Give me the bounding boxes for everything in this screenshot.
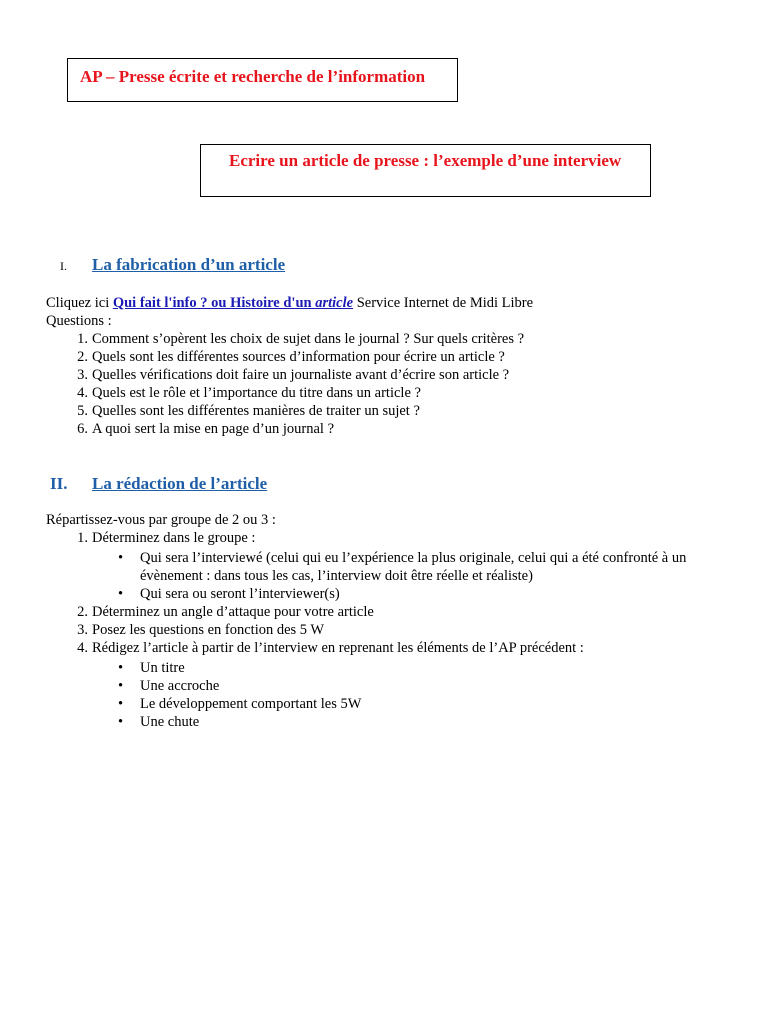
section-2-title: La rédaction de l’article xyxy=(92,474,268,493)
section-1-heading xyxy=(0,255,400,277)
title-box-article xyxy=(200,144,651,197)
ap-title: AP – Presse écrite et recherche de l’information xyxy=(80,67,426,86)
section-2-heading xyxy=(0,474,400,496)
section-1-title: La fabrication d’un article xyxy=(92,255,286,274)
questions-label: Questions : xyxy=(46,313,112,329)
bullet-item: • Une chute xyxy=(118,714,200,730)
list-item: 4. Quels est le rôle et l’importance du titre dans un article ? xyxy=(77,385,421,401)
list-item: 3. Quelles vérifications doit faire un journaliste avant d’écrire son article ? xyxy=(77,367,510,383)
bullet-item: • Qui sera l’interviewé (celui qui eu l’expérience la plus originale, celui qui a été confronté à un évènement : dans tous les cas, l’interview doit être réelle et réaliste) xyxy=(118,550,687,584)
list-item: 1. Comment s’opèrent les choix de sujet dans le journal ? Sur quels critères ? xyxy=(77,331,525,347)
bullet-item: • Une accroche xyxy=(118,678,220,694)
histoire-article-link[interactable]: Qui fait l'info ? ou Histoire d'un article xyxy=(112,295,354,311)
list-item: 1. Déterminez dans le groupe : • Qui sera l’interviewé (celui qui eu l’expérience la plus originale, celui qui a été confronté à un évènement : dans tous les cas, l’interview doit être réelle et réaliste) • Qui sera ou seront l’interviewer(s) xyxy=(92,529,732,603)
intro-suffix: Service Internet de Midi Libre xyxy=(353,295,534,311)
steps-list xyxy=(77,529,732,731)
step-4-bullets xyxy=(118,659,732,731)
bullet-item: • Qui sera ou seront l’interviewer(s) xyxy=(118,586,340,602)
title-box-ap xyxy=(67,58,458,102)
list-item: 2. Quels sont les différentes sources d’information pour écrire un article ? xyxy=(77,349,505,365)
bullet-item: • Le développement comportant les 5W xyxy=(118,696,362,712)
section-2-intro: Répartissez-vous par groupe de 2 ou 3 : xyxy=(46,512,276,528)
intro-line xyxy=(46,294,533,312)
list-item: 2. Déterminez un angle d’attaque pour votre article xyxy=(77,604,374,620)
section-2-number: II. xyxy=(50,474,68,493)
list-item: 6. A quoi sert la mise en page d’un journal ? xyxy=(77,421,335,437)
list-item: 3. Posez les questions en fonction des 5 W xyxy=(77,622,325,638)
step-1-bullets xyxy=(118,549,724,603)
intro-prefix: Cliquez ici xyxy=(46,295,113,311)
list-item: 4. Rédigez l’article à partir de l’interview en reprenant les éléments de l’AP précédent : • Un titre • Une accroche • Le développement comportant les 5W • Une chute xyxy=(92,639,732,731)
questions-list xyxy=(77,330,525,438)
bullet-item: • Un titre xyxy=(118,660,185,676)
list-item: 5. Quelles sont les différentes manières de traiter un sujet ? xyxy=(77,403,420,419)
section-1-number: I. xyxy=(60,259,67,273)
article-title: Ecrire un article de presse : l’exemple d’une interview xyxy=(229,151,622,170)
